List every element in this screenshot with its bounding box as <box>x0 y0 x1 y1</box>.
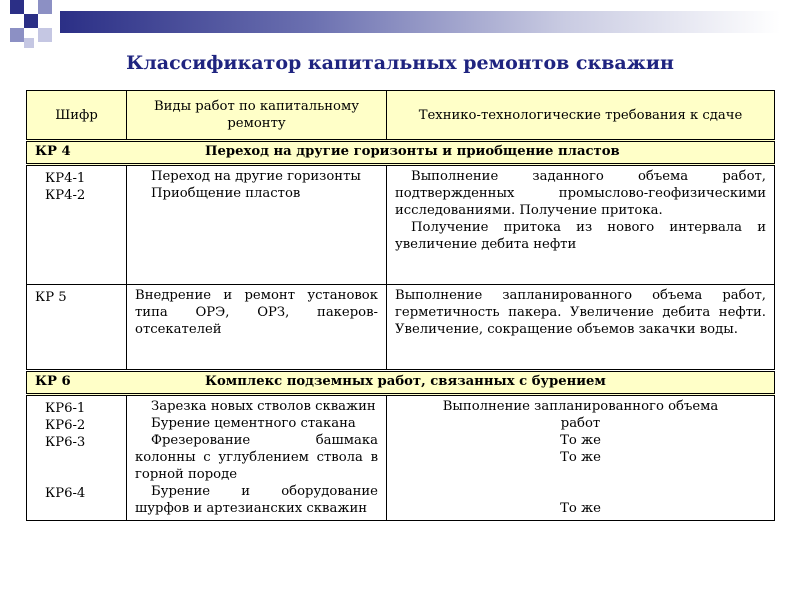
decor-square <box>10 28 24 42</box>
group-code: КР 6 <box>35 374 71 389</box>
group-code: КР 4 <box>35 144 71 159</box>
table-header-row <box>27 91 775 141</box>
work-item: Переход на другие горизонты <box>151 169 361 184</box>
code: КР 5 <box>35 290 67 305</box>
work-cell <box>127 395 387 521</box>
group-row <box>27 141 775 165</box>
requirement-text: Выполнение запланированного объема работ <box>442 399 719 431</box>
group-title: Комплекс подземных работ, связанных с бурением <box>205 374 606 389</box>
work-item: Зарезка новых стволов скважин <box>151 399 376 414</box>
group-row <box>27 371 775 395</box>
work-item: Бурение цементного стакана <box>151 416 356 431</box>
code: КР4-2 <box>45 188 86 203</box>
requirement-text: То же <box>560 450 601 465</box>
requirement-text: То же <box>560 501 601 516</box>
header-gradient-bar <box>60 11 780 33</box>
table-row <box>27 395 775 521</box>
code: КР4-1 <box>45 171 86 186</box>
work-cell <box>127 165 387 285</box>
column-header: Технико-технологические требования к сдаче <box>387 91 775 141</box>
requirement-cell <box>387 395 775 521</box>
requirement-text: Выполнение заданного объема работ, подтвержденных промыслово-геофизическими исследованиями. Получение притока. <box>395 169 766 218</box>
column-header: Шифр <box>27 91 127 141</box>
group-cell <box>27 141 775 165</box>
decor-square <box>24 14 38 28</box>
code: КР6-2 <box>45 418 86 433</box>
group-title: Переход на другие горизонты и приобщение пластов <box>205 144 620 159</box>
code: КР6-3 <box>45 435 86 450</box>
decor-square <box>38 0 52 14</box>
work-item: Внедрение и ремонт установок типа ОРЭ, ОРЗ, пакеров-отсекателей <box>135 288 378 337</box>
work-item: Фрезерование башмака колонны с углублением ствола в горной породе <box>135 433 378 482</box>
requirement-text: То же <box>560 433 601 448</box>
requirement-cell <box>387 165 775 285</box>
code-cell <box>27 395 127 521</box>
table-row <box>27 165 775 285</box>
group-cell <box>27 371 775 395</box>
code-cell <box>27 285 127 371</box>
requirement-text: Получение притока из нового интервала и увеличение дебита нефти <box>395 220 766 252</box>
page-title: Классификатор капитальных ремонтов скважин <box>126 52 674 74</box>
work-cell <box>127 285 387 371</box>
requirement-text: Выполнение запланированного объема работ, герметичность пакера. Увеличение дебита нефти. Увеличение, сокращение объемов закачки воды. <box>395 288 766 337</box>
table-row <box>27 285 775 371</box>
decor-square <box>38 28 52 42</box>
code: КР6-4 <box>45 486 86 501</box>
work-item: Бурение и оборудование шурфов и артезианских скважин <box>135 484 378 516</box>
decor-square <box>10 0 24 14</box>
classifier-table <box>26 90 775 521</box>
column-header: Виды работ по капитальному ремонту <box>127 91 387 141</box>
work-item: Приобщение пластов <box>151 186 301 201</box>
decor-square <box>24 38 34 48</box>
requirement-cell <box>387 285 775 371</box>
code-cell <box>27 165 127 285</box>
code: КР6-1 <box>45 401 86 416</box>
